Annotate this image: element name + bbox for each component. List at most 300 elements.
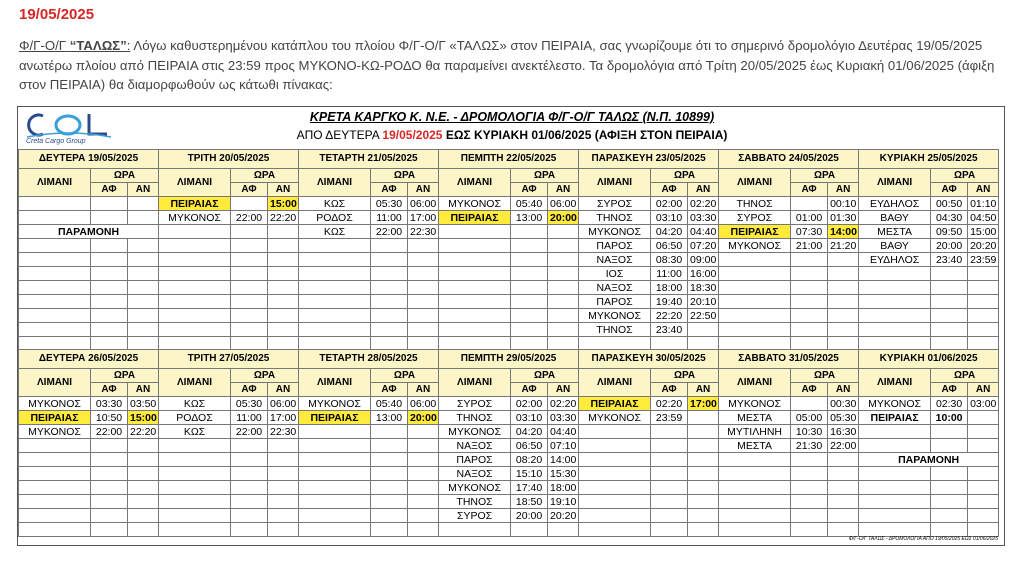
announcement-text [19, 36, 1004, 95]
empty-cell [91, 295, 128, 309]
departure-time-cell: 11:00 [231, 411, 268, 425]
empty-cell [268, 239, 299, 253]
empty-cell [91, 253, 128, 267]
schedule-row [19, 453, 999, 467]
empty-cell [231, 453, 268, 467]
empty-cell [859, 309, 931, 323]
empty-cell [231, 309, 268, 323]
empty-cell [968, 425, 999, 439]
port-column-header: ΛΙΜΑΝΙ [19, 169, 91, 197]
empty-cell [859, 281, 931, 295]
port-cell: ΤΗΝΟΣ [439, 411, 511, 425]
empty-cell [719, 323, 791, 337]
empty-cell [19, 239, 91, 253]
empty-cell [128, 309, 159, 323]
arrival-column-header: ΑΝ [548, 383, 579, 397]
empty-cell [511, 253, 548, 267]
empty-cell [968, 523, 999, 537]
departure-time-cell: 05:00 [791, 411, 828, 425]
port-cell: ΤΗΝΟΣ [579, 211, 651, 225]
empty-cell [128, 197, 159, 211]
schedule-row [19, 495, 999, 509]
empty-cell [651, 509, 688, 523]
schedule-row [19, 509, 999, 523]
empty-cell [128, 453, 159, 467]
arrival-time-cell: 20:00 [408, 411, 439, 425]
announcement-body: Λόγω καθυστερημένου κατάπλου του πλοίου Φ/Γ-Ο/Γ «ΤΑΛΩΣ» στον ΠΕΙΡΑΙΑ, σας γνωρίζουμε ότι το σημερινό δρομολόγιο Δευτέρας 19/05/2025 ανωτέρω πλοίου από ΠΕΙΡΑΙΑ στις 23:59 προς ΜΥΚΟΝΟ-ΚΩ-ΡΟΔΟ θα παραμείνει ανεκτέλεστο. Τα δρομολόγια από Τρίτη 20/05/2025 έως Κυριακή 01/06/2025 (άφιξη στον ΠΕΙΡΑΙΑ) θα διαμορφωθούν ως κάτωθι πίνακας: [19, 38, 995, 92]
subtitle-end: ΚΥΡΙΑΚΗ 01/06/2025 (ΑΦΙΞΗ ΣΤΟΝ ΠΕΙΡΑΙΑ) [473, 128, 728, 142]
port-column-header: ΛΙΜΑΝΙ [579, 169, 651, 197]
port-cell: ΣΥΡΟΣ [439, 397, 511, 411]
day-name: ΔΕΥΤΕΡΑ 26/05/2025 [19, 350, 159, 369]
empty-cell [408, 523, 439, 537]
empty-cell [719, 509, 791, 523]
port-cell: ΠΕΙΡΑΙΑΣ [859, 411, 931, 425]
departure-time-cell: 19:40 [651, 295, 688, 309]
empty-cell [91, 495, 128, 509]
stay-note: ΠΑΡΑΜΟΝΗ [19, 225, 159, 239]
empty-cell [579, 425, 651, 439]
arrival-time-cell: 03:30 [688, 211, 719, 225]
port-cell: ΜΥΚΟΝΟΣ [439, 481, 511, 495]
empty-cell [231, 225, 268, 239]
empty-cell [719, 281, 791, 295]
empty-cell [231, 523, 268, 537]
empty-cell [371, 281, 408, 295]
empty-cell [19, 453, 91, 467]
day-header-row [19, 350, 999, 369]
arrival-time-cell: 06:00 [548, 197, 579, 211]
empty-cell [371, 323, 408, 337]
subtitle-start-date: 19/05/2025 [382, 128, 443, 142]
empty-cell [859, 509, 931, 523]
port-cell: ΜΥΚΟΝΟΣ [19, 425, 91, 439]
departure-time-cell: 02:20 [651, 397, 688, 411]
departure-column-header: ΑΦ [791, 183, 828, 197]
departure-column-header: ΑΦ [231, 183, 268, 197]
time-column-header: ΩΡΑ [371, 369, 439, 383]
empty-cell [268, 523, 299, 537]
arrival-time-cell: 03:30 [548, 411, 579, 425]
empty-cell [511, 295, 548, 309]
empty-cell [268, 453, 299, 467]
week-2-schedule-table [18, 349, 999, 537]
empty-cell [968, 439, 999, 453]
departure-time-cell: 03:30 [91, 397, 128, 411]
empty-cell [719, 453, 791, 467]
empty-cell [159, 453, 231, 467]
empty-cell [268, 509, 299, 523]
departure-time-cell: 06:50 [511, 439, 548, 453]
departure-time-cell: 18:00 [651, 281, 688, 295]
port-cell: ΕΥΔΗΛΟΣ [859, 253, 931, 267]
empty-cell [19, 309, 91, 323]
empty-cell [159, 523, 231, 537]
empty-cell [791, 281, 828, 295]
empty-cell [408, 439, 439, 453]
empty-cell [371, 425, 408, 439]
time-column-header: ΩΡΑ [511, 369, 579, 383]
logo-text: CCL [23, 110, 26, 111]
departure-time-cell: 04:20 [511, 425, 548, 439]
empty-cell [439, 295, 511, 309]
arrival-time-cell: 15:00 [268, 197, 299, 211]
empty-cell [828, 309, 859, 323]
empty-cell [231, 439, 268, 453]
schedule-row [19, 211, 999, 225]
departure-time-cell: 03:10 [511, 411, 548, 425]
empty-cell [688, 481, 719, 495]
port-cell: ΠΑΡΟΣ [579, 239, 651, 253]
departure-time-cell: 05:30 [371, 197, 408, 211]
port-cell: ΠΕΙΡΑΙΑΣ [719, 225, 791, 239]
empty-cell [439, 323, 511, 337]
empty-cell [548, 309, 579, 323]
day-name: ΠΕΜΠΤΗ 29/05/2025 [439, 350, 579, 369]
time-column-header: ΩΡΑ [91, 169, 159, 183]
empty-cell [268, 495, 299, 509]
port-cell: ΙΟΣ [579, 267, 651, 281]
empty-cell [408, 509, 439, 523]
port-cell: ΝΑΞΟΣ [439, 439, 511, 453]
empty-cell [791, 467, 828, 481]
empty-cell [828, 481, 859, 495]
day-name: ΣΑΒΒΑΤΟ 31/05/2025 [719, 350, 859, 369]
empty-cell [371, 295, 408, 309]
schedule-row [19, 197, 999, 211]
ship-suffix: : [126, 38, 131, 53]
empty-cell [828, 509, 859, 523]
arrival-time-cell: 04:50 [968, 211, 999, 225]
departure-time-cell: 09:50 [931, 225, 968, 239]
port-column-header: ΛΙΜΑΝΙ [159, 169, 231, 197]
empty-cell [128, 239, 159, 253]
schedule-row [19, 295, 999, 309]
departure-time-cell: 20:00 [931, 239, 968, 253]
departure-time-cell: 04:30 [931, 211, 968, 225]
empty-cell [931, 267, 968, 281]
day-name: ΚΥΡΙΑΚΗ 01/06/2025 [859, 350, 999, 369]
empty-cell [408, 481, 439, 495]
port-cell: ΝΑΞΟΣ [579, 253, 651, 267]
departure-time-cell: 07:30 [791, 225, 828, 239]
arrival-time-cell: 20:20 [548, 509, 579, 523]
empty-cell [268, 225, 299, 239]
arrival-time-cell: 04:40 [548, 425, 579, 439]
empty-cell [859, 467, 931, 481]
empty-cell [159, 281, 231, 295]
empty-cell [511, 225, 548, 239]
departure-time-cell: 22:00 [231, 211, 268, 225]
port-column-header: ΛΙΜΑΝΙ [439, 369, 511, 397]
arrival-column-header: ΑΝ [968, 183, 999, 197]
departure-time-cell: 10:00 [931, 411, 968, 425]
empty-cell [299, 453, 371, 467]
departure-time-cell: 23:40 [931, 253, 968, 267]
port-cell: ΜΥΚΟΝΟΣ [299, 397, 371, 411]
departure-column-header: ΑΦ [511, 183, 548, 197]
departure-time-cell: 18:50 [511, 495, 548, 509]
departure-column-header: ΑΦ [91, 383, 128, 397]
schedule-row [19, 309, 999, 323]
arrival-time-cell: 20:20 [968, 239, 999, 253]
empty-cell [91, 197, 128, 211]
port-column-header: ΛΙΜΑΝΙ [299, 369, 371, 397]
day-name: ΚΥΡΙΑΚΗ 25/05/2025 [859, 150, 999, 169]
empty-cell [371, 439, 408, 453]
empty-cell [299, 239, 371, 253]
empty-cell [579, 523, 651, 537]
arrival-column-header: ΑΝ [408, 183, 439, 197]
empty-cell [91, 439, 128, 453]
time-column-header: ΩΡΑ [511, 169, 579, 183]
day-name: ΠΑΡΑΣΚΕΥΗ 30/05/2025 [579, 350, 719, 369]
empty-cell [408, 295, 439, 309]
schedule-row [19, 467, 999, 481]
empty-cell [651, 481, 688, 495]
departure-column-header: ΑΦ [651, 183, 688, 197]
empty-cell [268, 253, 299, 267]
empty-cell [931, 495, 968, 509]
arrival-time-cell: 20:00 [548, 211, 579, 225]
empty-cell [408, 281, 439, 295]
empty-cell [159, 509, 231, 523]
arrival-column-header: ΑΝ [828, 183, 859, 197]
empty-cell [268, 267, 299, 281]
empty-cell [91, 211, 128, 225]
empty-cell [159, 267, 231, 281]
empty-cell [231, 281, 268, 295]
empty-cell [548, 225, 579, 239]
empty-cell [299, 509, 371, 523]
arrival-column-header: ΑΝ [128, 183, 159, 197]
schedule-row [19, 253, 999, 267]
port-cell: ΝΑΞΟΣ [579, 281, 651, 295]
empty-cell [828, 453, 859, 467]
empty-cell [128, 295, 159, 309]
schedule-sheet [17, 106, 1005, 546]
empty-cell [19, 197, 91, 211]
empty-cell [791, 309, 828, 323]
day-name: ΤΡΙΤΗ 20/05/2025 [159, 150, 299, 169]
empty-cell [371, 481, 408, 495]
port-cell: ΒΑΘΥ [859, 211, 931, 225]
empty-cell [299, 467, 371, 481]
empty-cell [828, 281, 859, 295]
empty-cell [828, 323, 859, 337]
departure-time-cell: 13:00 [511, 211, 548, 225]
schedule-row [19, 239, 999, 253]
port-cell: ΜΕΣΤΑ [719, 411, 791, 425]
arrival-time-cell: 15:00 [128, 411, 159, 425]
empty-cell [968, 281, 999, 295]
port-cell: ΣΥΡΟΣ [439, 509, 511, 523]
empty-cell [159, 467, 231, 481]
departure-time-cell [231, 197, 268, 211]
arrival-time-cell: 09:00 [688, 253, 719, 267]
empty-cell [968, 509, 999, 523]
empty-cell [91, 467, 128, 481]
port-cell: ΠΕΙΡΑΙΑΣ [159, 197, 231, 211]
departure-time-cell: 22:00 [371, 225, 408, 239]
arrival-column-header: ΑΝ [548, 183, 579, 197]
schedule-row [19, 481, 999, 495]
empty-cell [408, 323, 439, 337]
empty-cell [579, 495, 651, 509]
empty-cell [719, 495, 791, 509]
port-cell: ΜΥΚΟΝΟΣ [159, 211, 231, 225]
subtitle-to: ΕΩΣ [442, 128, 474, 142]
empty-cell [159, 495, 231, 509]
empty-cell [299, 323, 371, 337]
empty-cell [19, 495, 91, 509]
time-column-header: ΩΡΑ [791, 369, 859, 383]
empty-cell [408, 253, 439, 267]
time-column-header: ΩΡΑ [931, 369, 999, 383]
empty-cell [651, 523, 688, 537]
empty-cell [719, 295, 791, 309]
column-header-row [19, 169, 999, 183]
port-cell: ΜΥΚΟΝΟΣ [719, 397, 791, 411]
empty-cell [931, 523, 968, 537]
empty-cell [651, 439, 688, 453]
port-cell: ΜΥΚΟΝΟΣ [719, 239, 791, 253]
empty-cell [128, 495, 159, 509]
schedule-row [19, 523, 999, 537]
empty-cell [859, 481, 931, 495]
empty-cell [859, 295, 931, 309]
port-cell: ΠΕΙΡΑΙΑΣ [299, 411, 371, 425]
port-cell: ΕΥΔΗΛΟΣ [859, 197, 931, 211]
empty-cell [231, 495, 268, 509]
empty-cell [931, 281, 968, 295]
port-cell: ΡΟΔΟΣ [299, 211, 371, 225]
empty-cell [19, 467, 91, 481]
port-cell: ΡΟΔΟΣ [159, 411, 231, 425]
empty-cell [371, 267, 408, 281]
port-cell: ΤΗΝΟΣ [719, 197, 791, 211]
ship-reference [19, 38, 130, 53]
empty-cell [439, 253, 511, 267]
arrival-time-cell: 07:20 [688, 239, 719, 253]
arrival-column-header: ΑΝ [688, 383, 719, 397]
empty-cell [371, 495, 408, 509]
arrival-time-cell: 22:50 [688, 309, 719, 323]
port-column-header: ΛΙΜΑΝΙ [719, 369, 791, 397]
empty-cell [931, 439, 968, 453]
port-cell: ΚΩΣ [299, 225, 371, 239]
empty-cell [548, 281, 579, 295]
port-column-header: ΛΙΜΑΝΙ [859, 369, 931, 397]
port-cell: ΠΑΡΟΣ [439, 453, 511, 467]
empty-cell [791, 495, 828, 509]
empty-cell [439, 523, 511, 537]
arrival-time-cell: 16:30 [828, 425, 859, 439]
departure-time-cell: 10:50 [91, 411, 128, 425]
date-heading: 19/05/2025 [19, 6, 95, 23]
port-cell: ΣΥΡΟΣ [579, 197, 651, 211]
arrival-time-cell: 05:30 [828, 411, 859, 425]
empty-cell [128, 323, 159, 337]
departure-time-cell: 05:30 [231, 397, 268, 411]
ship-prefix: Φ/Γ-Ο/Γ [19, 38, 70, 53]
empty-cell [511, 323, 548, 337]
empty-cell [651, 453, 688, 467]
departure-time-cell: 06:50 [651, 239, 688, 253]
empty-cell [511, 309, 548, 323]
time-column-header: ΩΡΑ [371, 169, 439, 183]
logo-subtitle: Creta Cargo Group [26, 138, 86, 145]
empty-cell [548, 523, 579, 537]
arrival-time-cell [688, 411, 719, 425]
sheet-subtitle [18, 128, 1006, 142]
empty-cell [828, 295, 859, 309]
empty-cell [511, 239, 548, 253]
departure-time-cell: 01:00 [791, 211, 828, 225]
empty-cell [19, 439, 91, 453]
departure-time-cell: 21:30 [791, 439, 828, 453]
empty-cell [859, 523, 931, 537]
departure-time-cell: 00:50 [931, 197, 968, 211]
arrival-time-cell: 15:30 [548, 467, 579, 481]
port-cell: ΜΥΚΟΝΟΣ [579, 411, 651, 425]
empty-cell [231, 323, 268, 337]
empty-cell [159, 253, 231, 267]
port-cell: ΚΩΣ [159, 397, 231, 411]
port-column-header: ΛΙΜΑΝΙ [299, 169, 371, 197]
empty-cell [548, 323, 579, 337]
empty-cell [408, 495, 439, 509]
empty-cell [408, 453, 439, 467]
empty-cell [859, 323, 931, 337]
empty-cell [128, 467, 159, 481]
empty-cell [791, 295, 828, 309]
departure-column-header: ΑΦ [651, 383, 688, 397]
empty-cell [968, 467, 999, 481]
empty-cell [159, 323, 231, 337]
arrival-time-cell: 18:00 [548, 481, 579, 495]
time-column-header: ΩΡΑ [791, 169, 859, 183]
departure-time-cell: 17:40 [511, 481, 548, 495]
day-name: ΠΑΡΑΣΚΕΥΗ 23/05/2025 [579, 150, 719, 169]
arrival-column-header: ΑΝ [968, 383, 999, 397]
schedule-row [19, 267, 999, 281]
port-column-header: ΛΙΜΑΝΙ [159, 369, 231, 397]
empty-cell [159, 439, 231, 453]
port-cell: ΣΥΡΟΣ [719, 211, 791, 225]
empty-cell [371, 523, 408, 537]
empty-cell [91, 309, 128, 323]
departure-column-header: ΑΦ [511, 383, 548, 397]
port-column-header: ΛΙΜΑΝΙ [579, 369, 651, 397]
port-cell: ΝΑΞΟΣ [439, 467, 511, 481]
departure-time-cell: 05:40 [371, 397, 408, 411]
arrival-time-cell: 18:30 [688, 281, 719, 295]
empty-cell [371, 239, 408, 253]
empty-cell [719, 467, 791, 481]
schedule-row [19, 323, 999, 337]
port-column-header: ΛΙΜΑΝΙ [439, 169, 511, 197]
departure-time-cell [791, 197, 828, 211]
empty-cell [859, 267, 931, 281]
schedule-row [19, 397, 999, 411]
empty-cell [791, 323, 828, 337]
port-cell: ΜΥΚΟΝΟΣ [579, 225, 651, 239]
arrival-column-header: ΑΝ [268, 183, 299, 197]
time-column-header: ΩΡΑ [231, 169, 299, 183]
empty-cell [439, 281, 511, 295]
empty-cell [299, 523, 371, 537]
